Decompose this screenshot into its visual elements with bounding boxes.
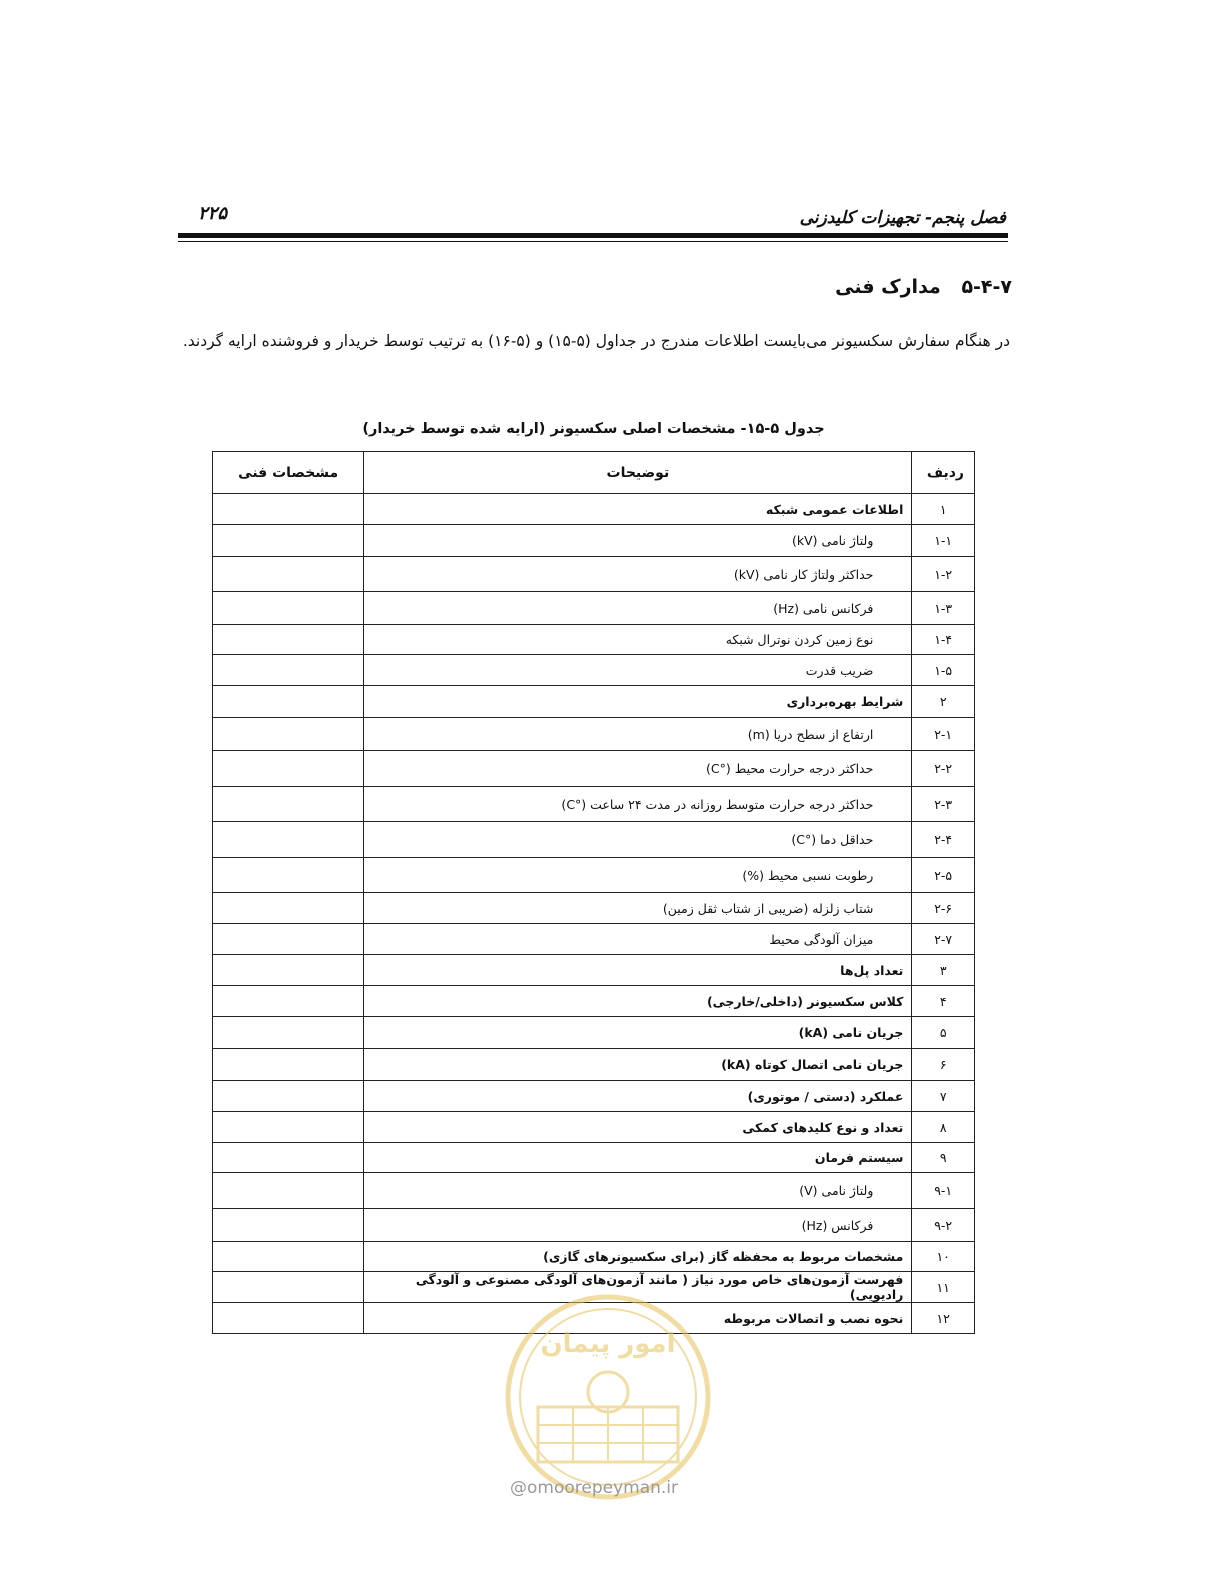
spec-table <box>212 451 975 1334</box>
table-row <box>213 1242 975 1272</box>
table-caption: جدول ۵-۱۵- مشخصات اصلی سکسیونر (ارایه شده توسط خریدار) <box>362 421 825 437</box>
header-description: توضیحات <box>364 452 912 494</box>
table-row <box>213 1017 975 1049</box>
table-row <box>213 557 975 592</box>
description-cell: فرکانس نامی (Hz) <box>364 592 912 625</box>
table-row <box>213 494 975 525</box>
description-cell: فهرست آزمون‌های خاص مورد نیاز ( مانند آزمون‌های آلودگی مصنوعی و آلودگی رادیویی) <box>364 1272 912 1303</box>
section-title: مدارک فنی <box>835 276 941 298</box>
row-number-cell: ۵ <box>912 1017 975 1049</box>
row-number-cell: ۲ <box>912 686 975 718</box>
table-row <box>213 718 975 751</box>
table-row <box>213 625 975 655</box>
row-number-cell: ۲-۶ <box>912 893 975 924</box>
row-number-cell: ۱-۵ <box>912 655 975 686</box>
table-row <box>213 686 975 718</box>
spec-cell <box>213 1049 364 1081</box>
row-number-cell: ۱۱ <box>912 1272 975 1303</box>
row-number-cell: ۱-۳ <box>912 592 975 625</box>
spec-cell <box>213 787 364 822</box>
description-cell: سیستم فرمان <box>364 1143 912 1173</box>
row-number-cell: ۲-۱ <box>912 718 975 751</box>
spec-cell <box>213 955 364 986</box>
table-row <box>213 1112 975 1143</box>
watermark-seal <box>503 1292 713 1502</box>
spec-cell <box>213 1209 364 1242</box>
spec-cell <box>213 822 364 858</box>
spec-cell <box>213 924 364 955</box>
row-number-cell: ۹-۲ <box>912 1209 975 1242</box>
table-row <box>213 592 975 625</box>
table-row <box>213 525 975 557</box>
watermark-text: امور پیمان <box>540 1329 676 1359</box>
header-rule-thin <box>178 241 1008 242</box>
spec-cell <box>213 1017 364 1049</box>
row-number-cell: ۲-۲ <box>912 751 975 787</box>
spec-cell <box>213 1143 364 1173</box>
description-cell: نحوه نصب و اتصالات مربوطه <box>364 1303 912 1334</box>
description-cell: حداکثر ولتاژ کار نامی (kV) <box>364 557 912 592</box>
row-number-cell: ۱-۴ <box>912 625 975 655</box>
row-number-cell: ۲-۴ <box>912 822 975 858</box>
description-cell: اطلاعات عمومی شبکه <box>364 494 912 525</box>
section-heading <box>835 276 1012 298</box>
spec-cell <box>213 525 364 557</box>
description-cell: حداکثر درجه حرارت محیط (°C) <box>364 751 912 787</box>
spec-cell <box>213 1242 364 1272</box>
header-rule <box>178 233 1008 238</box>
description-cell: ولتاژ نامی (kV) <box>364 525 912 557</box>
spec-cell <box>213 625 364 655</box>
row-number-cell: ۶ <box>912 1049 975 1081</box>
header-row-number: ردیف <box>912 452 975 494</box>
page-number: ۲۲۵ <box>198 203 228 224</box>
description-cell: ضریب قدرت <box>364 655 912 686</box>
spec-cell <box>213 655 364 686</box>
row-number-cell: ۲-۳ <box>912 787 975 822</box>
spec-cell <box>213 751 364 787</box>
description-cell: عملکرد (دستی / موتوری) <box>364 1081 912 1112</box>
row-number-cell: ۱-۲ <box>912 557 975 592</box>
description-cell: مشخصات مربوط به محفظه گاز (برای سکسیونرهای گازی) <box>364 1242 912 1272</box>
spec-cell <box>213 557 364 592</box>
table-body <box>213 494 975 1334</box>
spec-cell <box>213 592 364 625</box>
row-number-cell: ۹-۱ <box>912 1173 975 1209</box>
table-row <box>213 955 975 986</box>
table-row <box>213 1049 975 1081</box>
header-spec: مشخصات فنی <box>213 452 364 494</box>
description-cell: میزان آلودگی محیط <box>364 924 912 955</box>
row-number-cell: ۲-۵ <box>912 858 975 893</box>
table-row <box>213 751 975 787</box>
description-cell: شرایط بهره‌برداری <box>364 686 912 718</box>
description-cell: نوع زمین کردن نوترال شبکه <box>364 625 912 655</box>
description-cell: جریان نامی اتصال کوتاه (kA) <box>364 1049 912 1081</box>
description-cell: جریان نامی (kA) <box>364 1017 912 1049</box>
row-number-cell: ۱۲ <box>912 1303 975 1334</box>
table-row <box>213 986 975 1017</box>
table-row <box>213 1143 975 1173</box>
row-number-cell: ۸ <box>912 1112 975 1143</box>
spec-cell <box>213 858 364 893</box>
row-number-cell: ۷ <box>912 1081 975 1112</box>
row-number-cell: ۹ <box>912 1143 975 1173</box>
description-cell: حداکثر درجه حرارت متوسط روزانه در مدت ۲۴ ساعت (°C) <box>364 787 912 822</box>
spec-cell <box>213 1303 364 1334</box>
spec-cell <box>213 494 364 525</box>
row-number-cell: ۱-۱ <box>912 525 975 557</box>
spec-cell <box>213 686 364 718</box>
description-cell: شتاب زلزله (ضریبی از شتاب ثقل زمین) <box>364 893 912 924</box>
description-cell: فرکانس (Hz) <box>364 1209 912 1242</box>
footer-site: @omoorepeyman.ir <box>510 1478 679 1498</box>
table-row <box>213 655 975 686</box>
description-cell: تعداد و نوع کلیدهای کمکی <box>364 1112 912 1143</box>
table-row <box>213 1209 975 1242</box>
section-number: ۵-۴-۷ <box>961 276 1012 298</box>
row-number-cell: ۱۰ <box>912 1242 975 1272</box>
table-header-row <box>213 452 975 494</box>
row-number-cell: ۳ <box>912 955 975 986</box>
description-cell: تعداد پل‌ها <box>364 955 912 986</box>
description-cell: ارتفاع از سطح دریا (m) <box>364 718 912 751</box>
description-cell: ولتاژ نامی (V) <box>364 1173 912 1209</box>
description-cell: کلاس سکسیونر (داخلی/خارجی) <box>364 986 912 1017</box>
body-paragraph: در هنگام سفارش سکسیونر می‌بایست اطلاعات مندرج در جداول (۵-۱۵) و (۵-۱۶) به ترتیب توسط خریدار و فروشنده ارایه گردند. <box>182 332 1010 350</box>
spec-cell <box>213 893 364 924</box>
table-row <box>213 787 975 822</box>
table-row <box>213 858 975 893</box>
spec-cell <box>213 718 364 751</box>
table-row <box>213 924 975 955</box>
spec-cell <box>213 1112 364 1143</box>
description-cell: حداقل دما (°C) <box>364 822 912 858</box>
row-number-cell: ۲-۷ <box>912 924 975 955</box>
table-row <box>213 1173 975 1209</box>
table-row <box>213 1081 975 1112</box>
row-number-cell: ۱ <box>912 494 975 525</box>
running-header-title: فصل پنجم- تجهیزات کلیدزنی <box>799 208 1006 228</box>
description-cell: رطوبت نسبی محیط (%) <box>364 858 912 893</box>
table-row <box>213 822 975 858</box>
spec-cell <box>213 1081 364 1112</box>
spec-cell <box>213 1272 364 1303</box>
row-number-cell: ۴ <box>912 986 975 1017</box>
table-row <box>213 893 975 924</box>
spec-cell <box>213 1173 364 1209</box>
spec-cell <box>213 986 364 1017</box>
